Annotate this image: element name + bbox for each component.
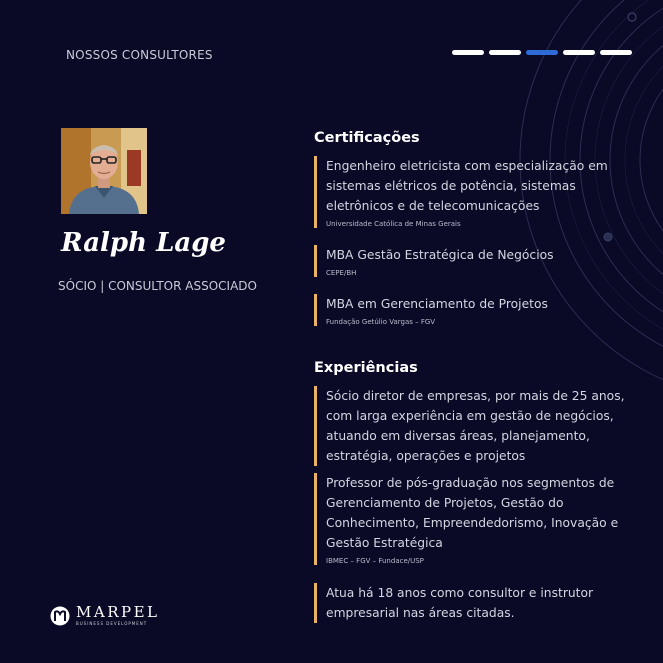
certifications-title: Certificações xyxy=(314,130,420,146)
pager-dash-5[interactable] xyxy=(600,50,632,55)
entry-line: Atua há 18 anos como consultor e instrutor xyxy=(326,586,594,600)
entry-line: eletrônicos e de telecomunicações xyxy=(326,199,540,213)
consultant-name: Ralph Lage xyxy=(61,228,226,258)
logo-name: MARPEL xyxy=(76,603,160,621)
section-label: NOSSOS CONSULTORES xyxy=(66,48,213,62)
entry-source: IBMEC – FGV – Fundace/USP xyxy=(326,557,424,565)
profile-photo xyxy=(61,128,147,214)
slide-pager xyxy=(452,50,632,55)
entry-line: MBA Gestão Estratégica de Negócios xyxy=(326,248,554,262)
experiences-title: Experiências xyxy=(314,360,418,376)
entry-line: sistemas elétricos de potência, sistemas xyxy=(326,179,576,193)
entry-source: Universidade Católica de Minas Gerais xyxy=(326,220,461,228)
entry-line: Gestão Estratégica xyxy=(326,536,443,550)
certification-item-3 xyxy=(314,294,624,326)
certification-item-1 xyxy=(314,156,624,228)
marpel-logo-icon xyxy=(50,606,70,626)
experience-item-3 xyxy=(314,583,624,623)
pager-dash-4[interactable] xyxy=(563,50,595,55)
entry-line: atuando em diversas áreas, planejamento, xyxy=(326,429,590,443)
entry-source: CEPE/BH xyxy=(326,269,357,277)
entry-line: MBA em Gerenciamento de Projetos xyxy=(326,297,548,311)
pager-dash-2[interactable] xyxy=(489,50,521,55)
entry-line: Conhecimento, Empreendedorismo, Inovação e xyxy=(326,516,619,530)
marpel-logo xyxy=(50,605,160,626)
consultant-role: SÓCIO | CONSULTOR ASSOCIADO xyxy=(58,279,257,293)
entry-line: Engenheiro eletricista com especialização em xyxy=(326,159,608,173)
entry-line: empresarial nas áreas citadas. xyxy=(326,606,515,620)
entry-line: com larga experiência em gestão de negócios, xyxy=(326,409,614,423)
certification-item-2 xyxy=(314,245,624,277)
entry-source: Fundação Getúlio Vargas – FGV xyxy=(326,318,436,326)
pager-dash-3-active[interactable] xyxy=(526,50,558,55)
logo-tagline: BUSINESS DEVELOPMENT xyxy=(76,621,148,626)
entry-line: estratégia, operações e projetos xyxy=(326,449,526,463)
entry-line: Sócio diretor de empresas, por mais de 25 anos, xyxy=(326,389,625,403)
experience-item-2 xyxy=(314,473,624,565)
entry-line: Professor de pós-graduação nos segmentos de xyxy=(326,476,615,490)
entry-line: Gerenciamento de Projetos, Gestão do xyxy=(326,496,564,510)
pager-dash-1[interactable] xyxy=(452,50,484,55)
experience-item-1 xyxy=(314,386,624,466)
